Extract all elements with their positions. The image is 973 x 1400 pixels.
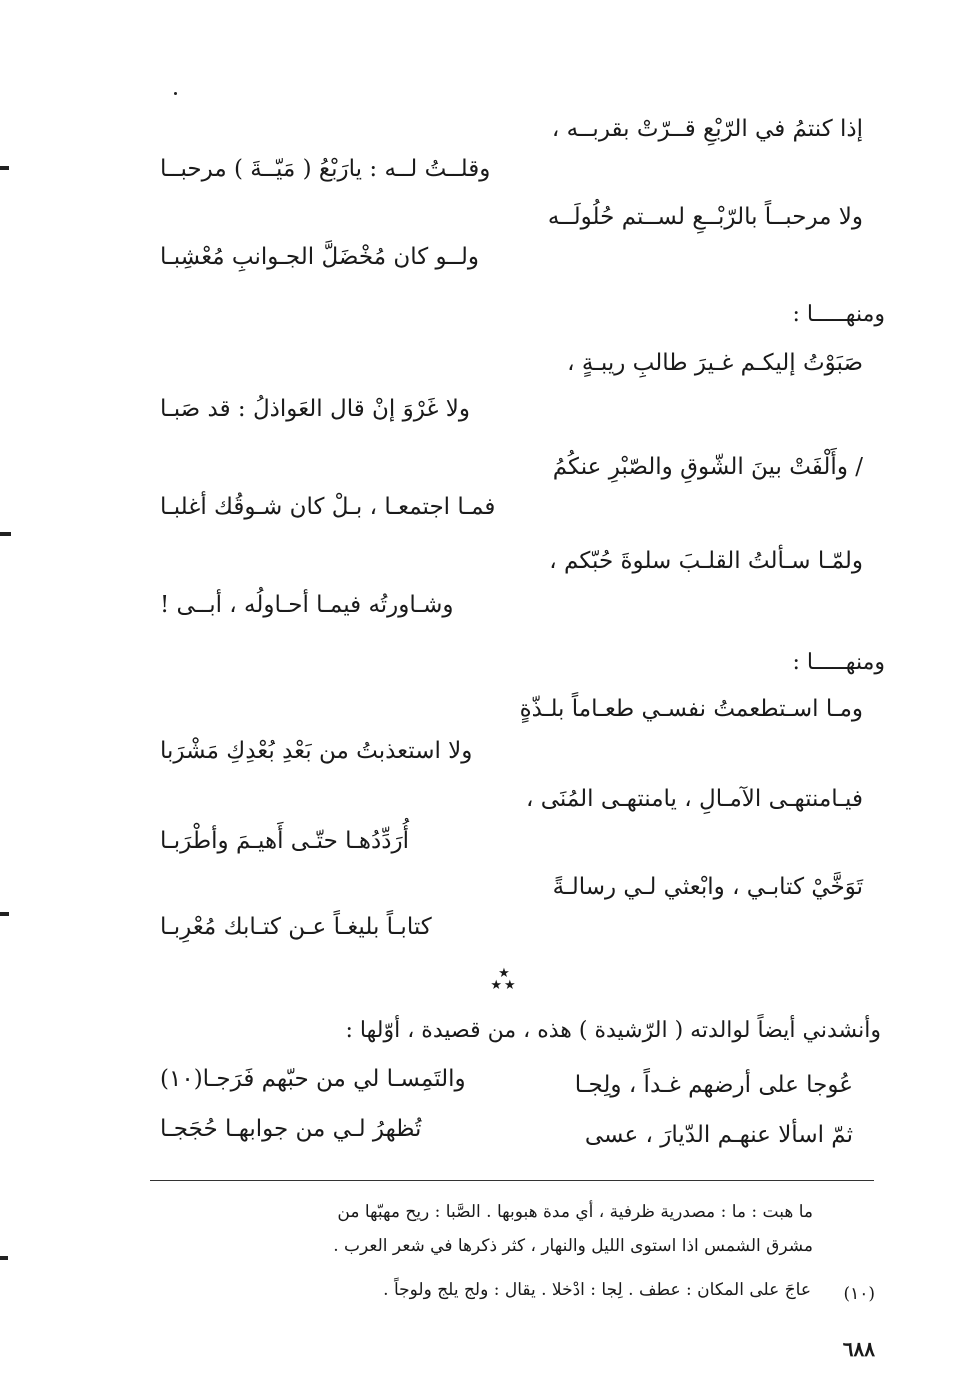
edge-mark: [0, 912, 9, 916]
couplet-second-hemistich: والتَمِسـا لي من حبّهم فَرَجـا(١٠): [160, 1066, 466, 1092]
edge-mark: [0, 532, 11, 536]
verse-line: تَوَخَّيْ كتابـي ، وابْعثي لـي رسالـةً: [552, 874, 863, 900]
ink-speck: [174, 92, 177, 95]
page-number: ٦٨٨: [842, 1337, 875, 1361]
verse-line: فمـا اجتمعـا ، بـلْ كان شـوقُك أغلبـا: [160, 494, 496, 520]
verse-line: فيـامنتهـى الآمـالِ ، يامنتهـى المُنَى ،: [525, 786, 863, 812]
verse-line: ولا استعذبتُ من بَعْدِ بُعْدِكِ مَشْرَبا: [160, 738, 473, 764]
verse-line: ولا مرحبــاً بالرّبْــعِ لســتم حُلُولَــه: [547, 204, 863, 230]
verse-line: ولمّـا سـألتُ القلـبَ سلوةَ حُبّكم ،: [549, 548, 863, 574]
footnote-number: (١٠): [843, 1284, 875, 1304]
verse-line: ولا غَرْوَ إنْ قال العَواذلُ : قد صَبـا: [160, 396, 470, 422]
couplet-first-hemistich: عُوجا على أرضهم غـداً ، ولِجـا: [574, 1072, 853, 1098]
verse-line: ومـا اسـتطعمتُ نفسـي طعـاماً بلـذّةٍ: [519, 696, 863, 722]
edge-mark: [0, 1256, 8, 1260]
verse-line: صَبَوْتُ إليكـم غـيرَ طالبِ ريبـةٍ ،: [567, 350, 863, 376]
couplet-first-hemistich: ثمّ اسألا عنهـم الدّيارَ ، عسى: [584, 1122, 853, 1148]
verse-line: أُرَدِّدُهـا حتّـى أَهيـمَ وأطْرَبـا: [160, 828, 410, 854]
footnote-divider: [150, 1180, 874, 1181]
section-heading: ومنهـــــا :: [792, 302, 885, 327]
footnote-line: مشرق الشمس اذا استوى الليل والنهار ، كثر ذكرها في شعر العرب .: [333, 1236, 813, 1256]
section-heading: ومنهـــــا :: [792, 650, 885, 675]
verse-line: وقلــتُ لــه : يارَبْعُ ( مَيّــةَ ) مرحبــا: [160, 156, 491, 182]
verse-line: / وأَلْفَتْ بينَ الشّوقِ والصّبْرِ عنكُمُ: [552, 454, 863, 480]
verse-line: وشـاورتُه فيمـا أحـاولُه ، أبــى !: [160, 592, 454, 618]
couplet-second-hemistich: تُظهرُ لـي من جوابهـا حُجَجـا: [160, 1116, 422, 1142]
footnote-line: ما هبت : ما : مصدرية ظرفية ، أي مدة هبوبها . الصَّبا : ريح مهبّها من: [337, 1202, 813, 1222]
verse-line: ولــو كان مُخْضَلَّ الجـوانبِ مُعْشِبـا: [160, 244, 479, 270]
section-separator-stars: ★ ★★: [490, 966, 518, 993]
footnote-line: عاجَ على المكان : عطف . لِجا : ادْخلا . يقال : ولج يلج ولوجاً .: [383, 1280, 811, 1300]
edge-mark: [0, 166, 9, 170]
verse-line: إذا كنتمُ في الرّبْعِ قــرّتْ بقربــه ،: [551, 116, 863, 142]
intro-text: وأنشدني أيضاً لوالدته ( الرّشيدة ) هذه ، من قصيدة ، أوّلها :: [345, 1018, 881, 1043]
verse-line: كتابـاً بليغـاً عـن كتـابك مُعْرِبـا: [160, 914, 432, 940]
